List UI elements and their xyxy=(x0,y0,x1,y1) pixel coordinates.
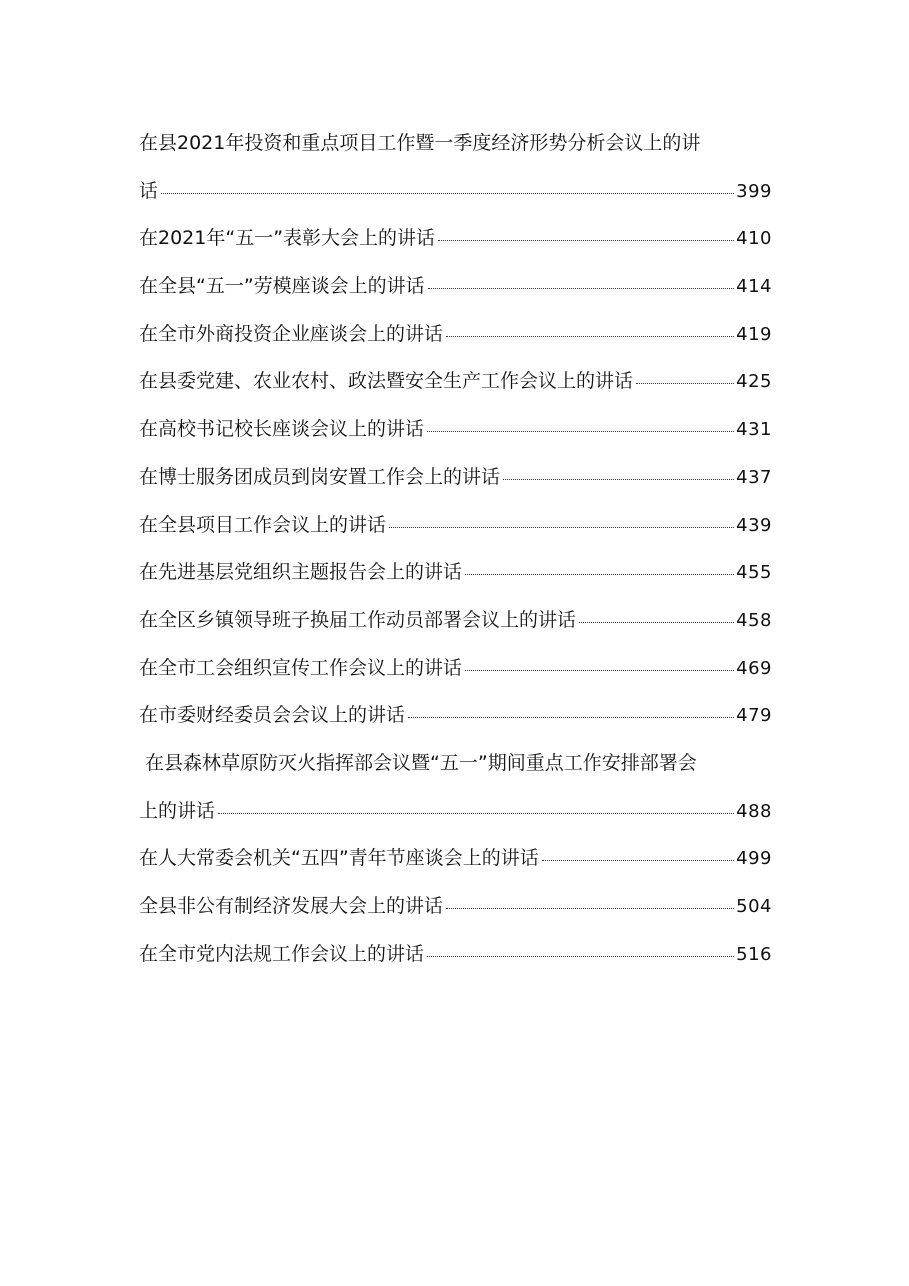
dot-leader xyxy=(428,287,734,289)
toc-entry-title: 在人大常委会机关“五四”青年节座谈会上的讲话 xyxy=(139,847,539,870)
table-of-contents xyxy=(139,124,772,982)
toc-entry-title: 在县委党建、农业农村、政法暨安全生产工作会议上的讲话 xyxy=(139,370,634,393)
dot-leader xyxy=(503,478,734,480)
dot-leader xyxy=(465,573,734,575)
toc-entry-title: 在先进基层党组织主题报告会上的讲话 xyxy=(139,561,463,584)
toc-entry-page-number: 455 xyxy=(736,562,772,584)
toc-entry[interactable] xyxy=(139,124,772,219)
toc-entry-page-number: 488 xyxy=(736,800,772,822)
toc-entry-page-number: 410 xyxy=(736,228,772,250)
toc-entry-page-number: 437 xyxy=(736,466,772,488)
toc-entry-page-number: 414 xyxy=(736,276,772,298)
dot-leader xyxy=(446,907,734,909)
toc-entry-title-line2: 上的讲话 xyxy=(139,799,216,822)
toc-entry-title-line2: 话 xyxy=(139,179,159,202)
dot-leader xyxy=(218,812,734,814)
toc-entry-title: 在全区乡镇领导班子换届工作动员部署会议上的讲话 xyxy=(139,608,577,631)
dot-leader xyxy=(636,382,734,384)
toc-entry-title: 在全县“五一”劳模座谈会上的讲话 xyxy=(139,275,425,298)
dot-leader xyxy=(438,239,734,241)
toc-entry[interactable] xyxy=(139,506,772,554)
toc-entry[interactable] xyxy=(139,649,772,697)
toc-entry[interactable] xyxy=(139,839,772,887)
toc-entry-title: 在高校书记校长座谈会议上的讲话 xyxy=(139,418,425,441)
toc-entry-page-number: 469 xyxy=(736,657,772,679)
toc-entry-title: 在全市党内法规工作会议上的讲话 xyxy=(139,942,425,965)
toc-entry-page-number: 479 xyxy=(736,705,772,727)
toc-entry[interactable] xyxy=(139,362,772,410)
toc-entry-page-number: 399 xyxy=(736,180,772,202)
toc-entry-title: 在全县项目工作会议上的讲话 xyxy=(139,513,387,536)
toc-entry[interactable] xyxy=(139,458,772,506)
dot-leader xyxy=(427,955,734,957)
toc-entry-page-number: 504 xyxy=(736,896,772,917)
toc-entry-title: 全县非公有制经济发展大会上的讲话 xyxy=(139,895,444,917)
toc-entry-page-number: 419 xyxy=(736,323,772,345)
dot-leader xyxy=(427,430,734,432)
toc-entry-title-line1: 在县森林草原防灭火指挥部会议暨“五一”期间重点工作安排部署会 xyxy=(145,751,697,774)
dot-leader xyxy=(542,859,734,861)
toc-entry[interactable] xyxy=(139,267,772,315)
toc-entry-title: 在博士服务团成员到岗安置工作会上的讲话 xyxy=(139,465,501,488)
toc-entry[interactable] xyxy=(139,219,772,267)
toc-entry[interactable] xyxy=(139,744,772,839)
toc-entry[interactable] xyxy=(139,696,772,744)
toc-entry-title: 在2021年“五一”表彰大会上的讲话 xyxy=(139,227,436,250)
toc-entry[interactable] xyxy=(139,935,772,983)
dot-leader xyxy=(389,526,734,528)
toc-entry-title: 在市委财经委员会会议上的讲话 xyxy=(139,704,406,727)
toc-entry-title: 在全市外商投资企业座谈会上的讲话 xyxy=(139,322,444,345)
dot-leader xyxy=(579,621,734,623)
toc-entry-page-number: 499 xyxy=(736,848,772,870)
dot-leader xyxy=(161,192,734,194)
dot-leader xyxy=(446,335,734,337)
toc-entry-page-number: 431 xyxy=(736,419,772,441)
toc-entry[interactable] xyxy=(139,315,772,363)
dot-leader xyxy=(408,716,734,718)
toc-entry-page-number: 516 xyxy=(736,943,772,965)
toc-entry[interactable] xyxy=(139,887,772,935)
toc-entry-page-number: 458 xyxy=(736,609,772,631)
toc-entry-title: 在全市工会组织宣传工作会议上的讲话 xyxy=(139,656,463,679)
toc-entry[interactable] xyxy=(139,553,772,601)
toc-entry-page-number: 425 xyxy=(736,371,772,393)
toc-entry[interactable] xyxy=(139,601,772,649)
toc-entry-page-number: 439 xyxy=(736,514,772,536)
toc-entry[interactable] xyxy=(139,410,772,458)
dot-leader xyxy=(465,669,734,671)
toc-entry-title-line1: 在县2021年投资和重点项目工作暨一季度经济形势分析会议上的讲 xyxy=(139,132,701,154)
